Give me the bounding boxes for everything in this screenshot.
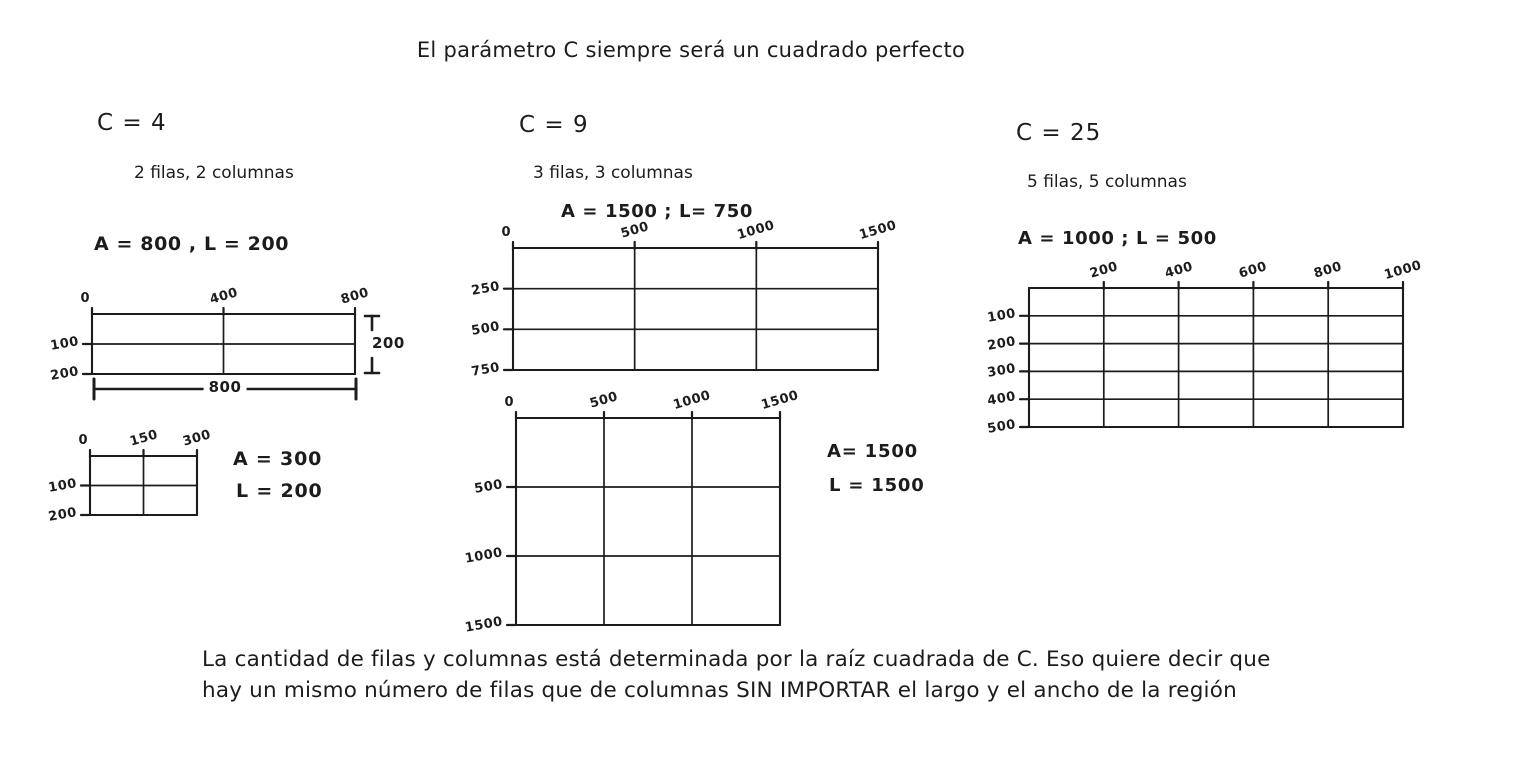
grid-c4-wide bbox=[49, 285, 371, 384]
grid-c9-wide bbox=[470, 218, 899, 380]
y-tick-label: 300 bbox=[986, 361, 1018, 382]
x-tick-label: 600 bbox=[1237, 259, 1270, 282]
x-tick-label: 400 bbox=[1162, 259, 1195, 282]
x-tick-label: 800 bbox=[339, 285, 371, 308]
x-tick-label: 1000 bbox=[1382, 258, 1424, 283]
y-tick-label: 200 bbox=[986, 333, 1018, 354]
x-tick-label: 1000 bbox=[735, 218, 777, 243]
grid-c4-small-area-label: A = 300 bbox=[233, 448, 323, 470]
x-tick-label: 0 bbox=[78, 433, 89, 448]
x-tick-label: 1000 bbox=[671, 388, 713, 413]
x-tick-label: 0 bbox=[504, 395, 515, 410]
y-tick-label: 100 bbox=[47, 475, 79, 496]
height-dimension-bracket bbox=[360, 312, 405, 378]
width-dimension-value: 800 bbox=[204, 378, 247, 396]
x-tick-label: 500 bbox=[618, 219, 651, 242]
y-tick-label: 1000 bbox=[463, 545, 505, 567]
x-tick-label: 800 bbox=[1312, 259, 1345, 282]
y-tick-label: 500 bbox=[986, 417, 1018, 437]
y-tick-label: 250 bbox=[470, 278, 502, 299]
x-tick-label: 150 bbox=[127, 427, 160, 450]
grid-c25 bbox=[986, 258, 1424, 437]
grid-c9-square bbox=[463, 388, 801, 636]
section-c9-subheading: 3 filas, 3 columnas bbox=[533, 163, 693, 183]
y-tick-label: 200 bbox=[47, 505, 79, 525]
x-tick-label: 300 bbox=[181, 427, 213, 450]
footer-note bbox=[202, 645, 1271, 706]
x-tick-label: 400 bbox=[207, 285, 240, 308]
width-dimension-line bbox=[92, 377, 358, 401]
section-c9-heading: C = 9 bbox=[519, 112, 589, 138]
section-c25-params: A = 1000 ; L = 500 bbox=[1018, 228, 1217, 249]
footer-note-line1: La cantidad de filas y columnas está determinada por la raíz cuadrada de C. Eso quiere decir que bbox=[202, 647, 1271, 672]
y-tick-label: 100 bbox=[49, 334, 81, 354]
x-tick-label: 1500 bbox=[857, 218, 899, 243]
y-tick-label: 500 bbox=[470, 319, 502, 340]
section-c25-heading: C = 25 bbox=[1016, 120, 1102, 146]
y-tick-label: 750 bbox=[470, 360, 502, 380]
x-tick-label: 500 bbox=[588, 389, 620, 412]
y-tick-label: 400 bbox=[986, 389, 1018, 410]
section-c25-subheading: 5 filas, 5 columnas bbox=[1027, 172, 1187, 192]
section-c4-heading: C = 4 bbox=[97, 110, 167, 136]
section-c4-subheading: 2 filas, 2 columnas bbox=[134, 163, 294, 183]
y-tick-label: 500 bbox=[473, 477, 505, 497]
y-tick-label: 1500 bbox=[463, 614, 505, 636]
page-title: El parámetro C siempre será un cuadrado perfecto bbox=[416, 38, 966, 62]
y-tick-label: 200 bbox=[49, 364, 81, 384]
section-c9-params: A = 1500 ; L= 750 bbox=[561, 201, 753, 222]
height-dimension-value: 200 bbox=[367, 334, 410, 352]
x-tick-label: 0 bbox=[501, 225, 512, 240]
footer-note-line2: hay un mismo número de filas que de columnas SIN IMPORTAR el largo y el ancho de la región bbox=[202, 677, 1237, 703]
x-tick-label: 200 bbox=[1087, 259, 1120, 282]
grid-c9-square-length-label: L = 1500 bbox=[829, 475, 925, 496]
grid-c4-small-length-label: L = 200 bbox=[236, 480, 323, 502]
x-tick-label: 0 bbox=[80, 291, 91, 306]
grid-c4-small bbox=[47, 427, 213, 525]
y-tick-label: 100 bbox=[986, 305, 1018, 326]
x-tick-label: 1500 bbox=[759, 388, 801, 413]
section-c4-params: A = 800 , L = 200 bbox=[94, 233, 290, 255]
grid-c9-square-area-label: A= 1500 bbox=[827, 441, 918, 462]
